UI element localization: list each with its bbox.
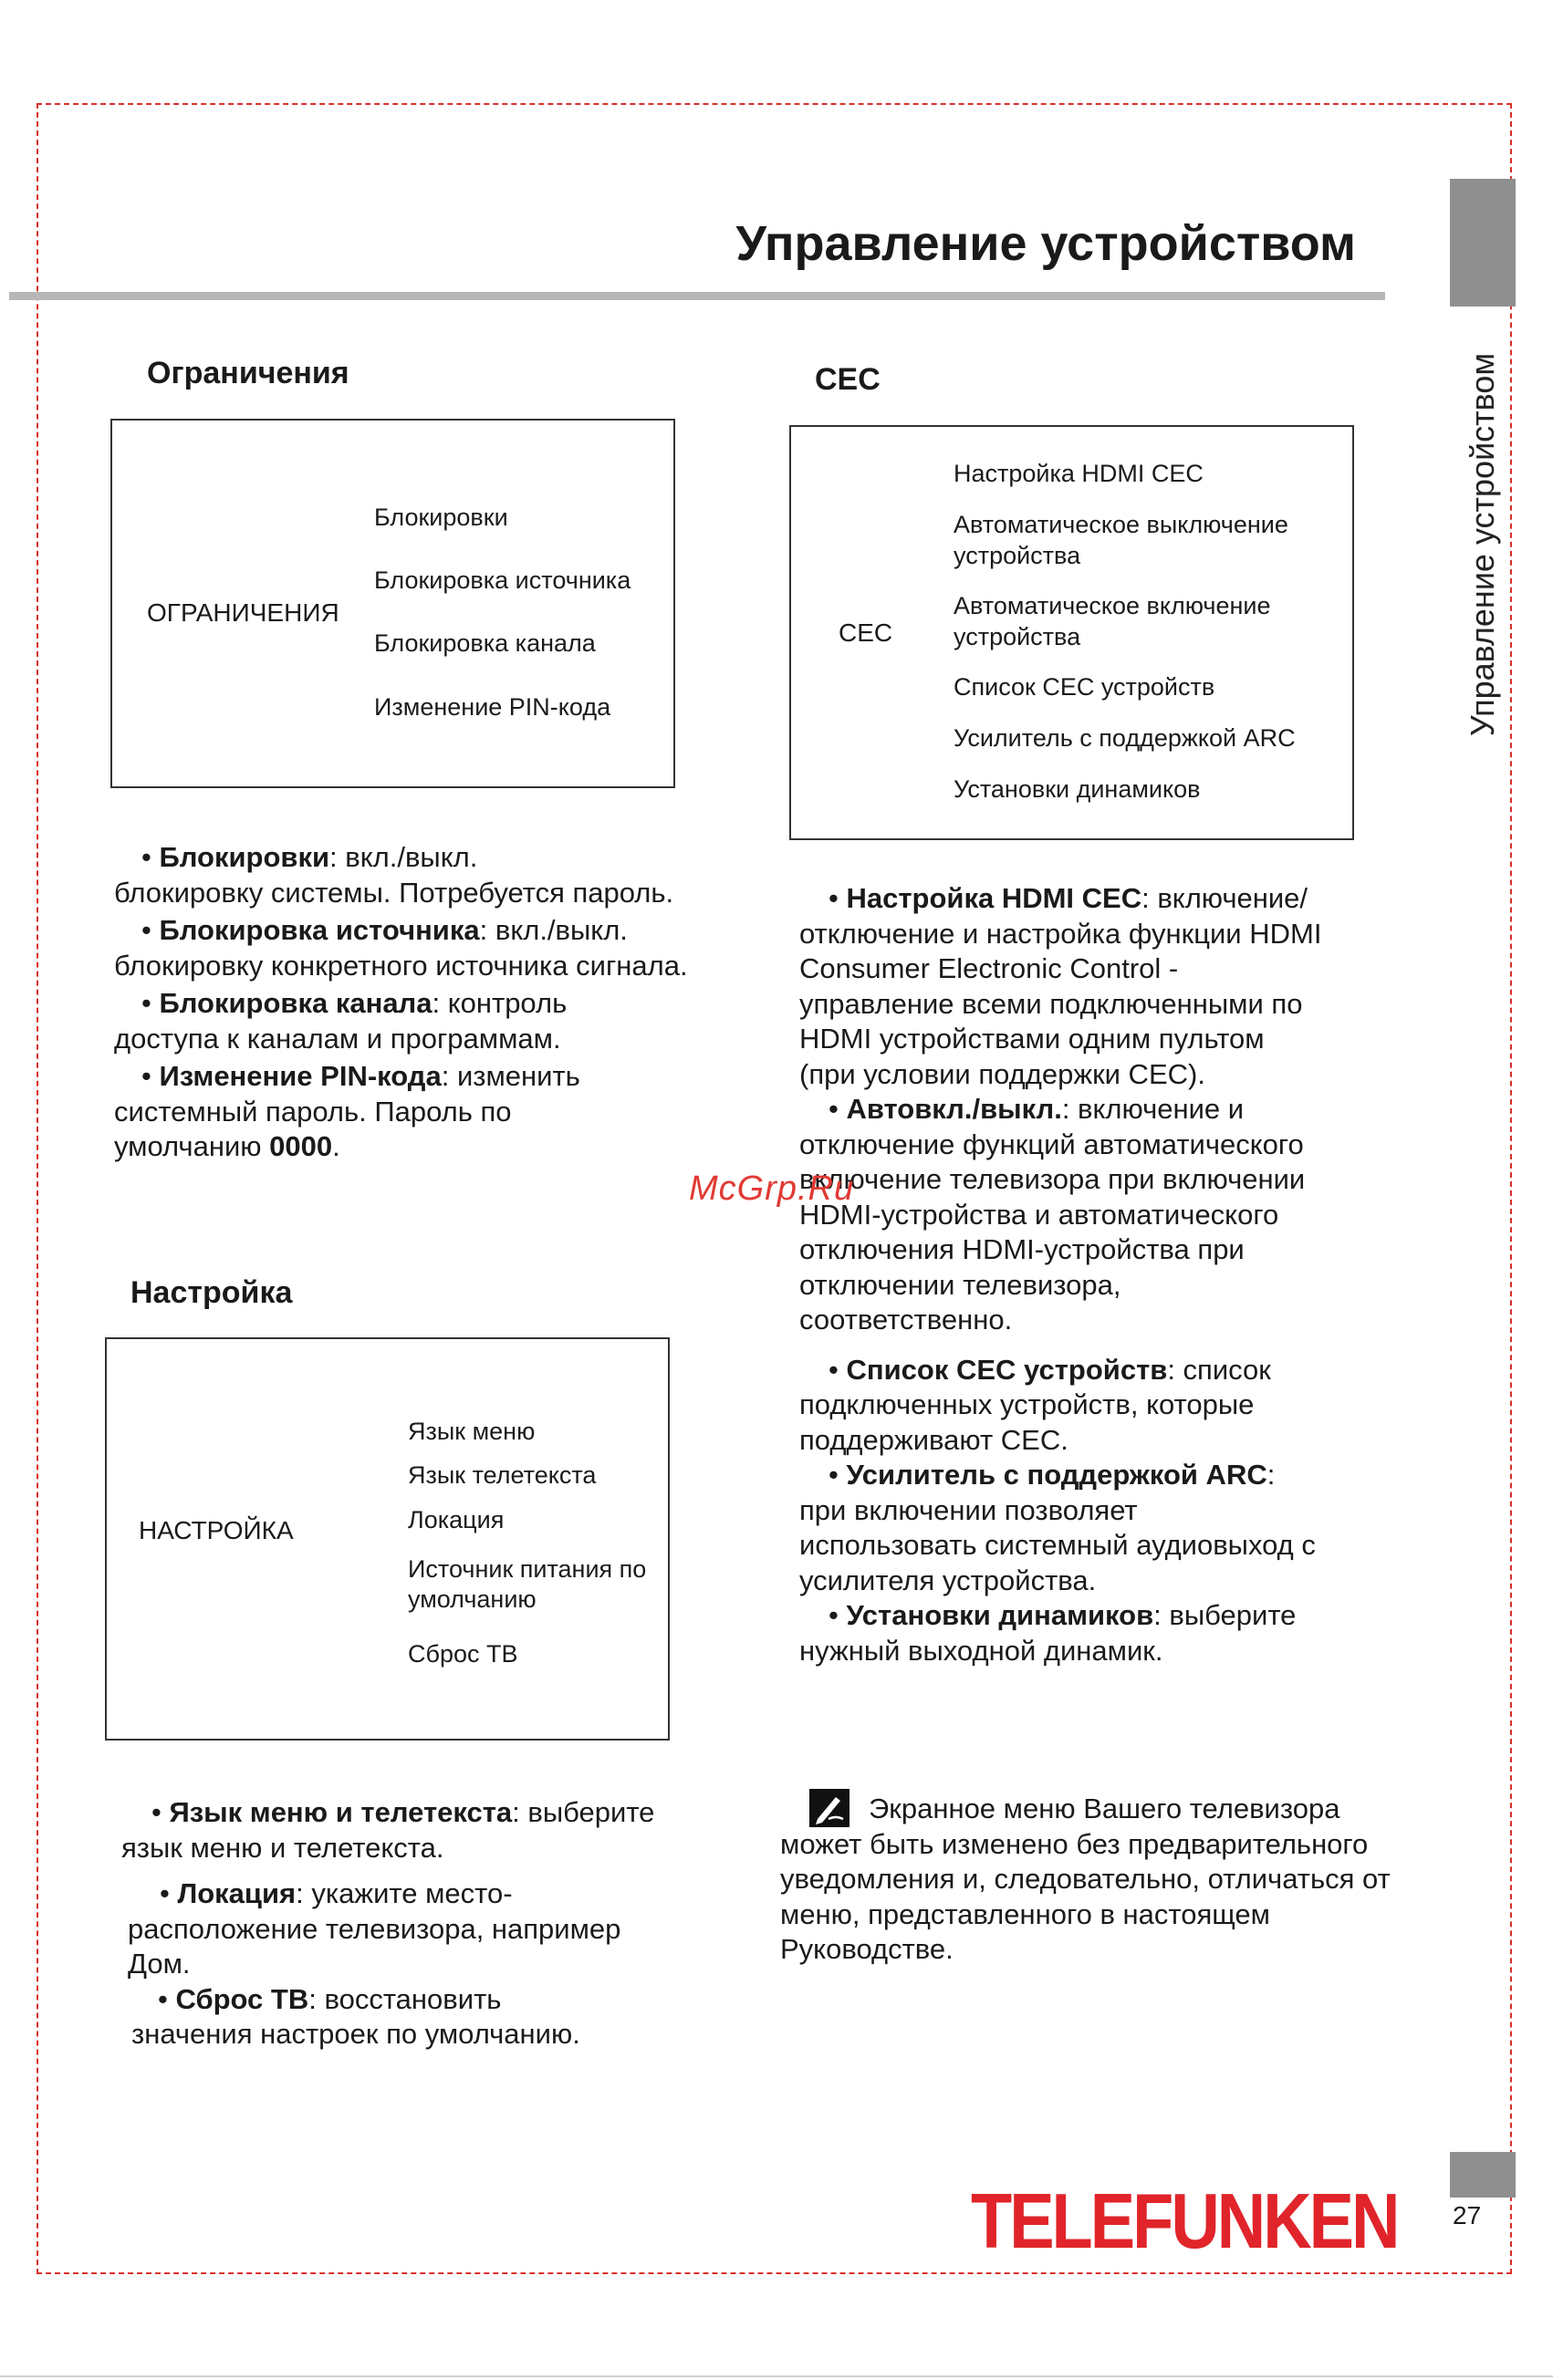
setup-description: • Язык меню и телетекста: выберите язык меню и телетекста. • Локация: укажите место- расположение телевизора, например Дом. • Сброс ТВ: восстановить значения настроек по умолчанию. (121, 1795, 760, 2053)
desc-text: . (332, 1130, 340, 1162)
bottom-edge-line (0, 2375, 1553, 2377)
term-languages: Язык меню и телетекста (169, 1796, 513, 1828)
cec-item-auto-off-cont: устройства (954, 542, 1081, 569)
note-text (780, 1792, 1437, 1968)
desc-line: отключения HDMI-устройства при (799, 1233, 1245, 1265)
setup-menu-box (105, 1337, 670, 1741)
term-source-lock: Блокировка источника (159, 914, 480, 946)
term-pin-change: Изменение PIN-кода (159, 1060, 442, 1092)
cec-item-speakers: Установки динамиков (954, 775, 1201, 803)
desc-text: : включение и (1061, 1093, 1245, 1125)
desc-text: : укажите место- (296, 1877, 513, 1909)
desc-line: системный пароль. Пароль по (114, 1095, 512, 1128)
desc-line: отключение функций автоматического (799, 1128, 1304, 1160)
desc-line: Consumer Electronic Control - (799, 952, 1179, 984)
desc-line: соответственно. (799, 1304, 1013, 1336)
desc-line: усилителя устройства. (799, 1564, 1097, 1596)
desc-line: язык меню и телетекста. (121, 1831, 444, 1864)
desc-text: : вкл./выкл. (329, 841, 478, 873)
desc-text: : (1266, 1459, 1276, 1491)
desc-line: (при условии поддержки CEC). (799, 1057, 1205, 1090)
side-title: Управление устройством (1464, 352, 1501, 737)
cec-item-device-list: Список CEC устройств (954, 673, 1215, 701)
desc-text: : контроль (432, 987, 568, 1019)
cec-item-auto-on: Автоматическое включение (954, 592, 1271, 619)
cec-item-auto-off: Автоматическое выключение (954, 511, 1288, 538)
term-location: Локация (177, 1877, 297, 1909)
setup-item-teletext-language: Язык телетекста (408, 1461, 597, 1489)
desc-line: блокировку системы. Потребуется пароль. (114, 876, 674, 909)
desc-line: подключенных устройств, которые (799, 1388, 1255, 1420)
note-line: Экранное меню Вашего телевизора (869, 1793, 1340, 1824)
restrictions-box-label: ОГРАНИЧЕНИЯ (147, 598, 339, 627)
page-title: Управление устройством (735, 216, 1356, 271)
desc-line: при включении позволяет (799, 1493, 1138, 1526)
cec-item-auto-on-cont: устройства (954, 623, 1081, 650)
header-rule (9, 292, 1385, 300)
term-speakers: Установки динамиков (846, 1599, 1154, 1631)
term-channel-lock: Блокировка канала (159, 987, 433, 1019)
restrictions-item-channel-lock: Блокировка канала (374, 629, 596, 657)
desc-text: : вкл./выкл. (479, 914, 628, 946)
desc-line: значения настроек по умолчанию. (131, 2018, 580, 2050)
desc-line: нужный выходной динамик. (799, 1634, 1163, 1667)
restrictions-heading: Ограничения (147, 356, 349, 390)
desc-text: : выберите (1153, 1599, 1297, 1631)
desc-line: расположение телевизора, например (128, 1912, 621, 1945)
desc-line: использовать системный аудиовыход с (799, 1529, 1316, 1561)
setup-heading: Настройка (130, 1275, 293, 1310)
setup-item-location: Локация (408, 1506, 505, 1533)
cec-menu-box (789, 425, 1354, 840)
setup-item-menu-language: Язык меню (408, 1418, 536, 1445)
term-arc-amplifier: Усилитель с поддержкой ARC (846, 1459, 1267, 1491)
desc-line: поддерживают CEC. (799, 1423, 1068, 1456)
desc-text: : восстановить (308, 1982, 502, 2015)
note-line: уведомления и, следовательно, отличаться от (780, 1863, 1391, 1895)
term-cec-device-list: Список CEC устройств (846, 1353, 1168, 1386)
desc-line: доступа к каналам и программам. (114, 1022, 561, 1055)
restrictions-item-pin-change: Изменение PIN-кода (374, 693, 611, 721)
desc-line: управление всеми подключенными по (799, 987, 1303, 1020)
note-line: может быть изменено без предварительного (780, 1827, 1369, 1860)
term-tv-reset: Сброс ТВ (175, 1982, 309, 2015)
desc-line: умолчанию (114, 1130, 270, 1162)
restrictions-description: • Блокировки: вкл./выкл. блокировку системы. Потребуется пароль. • Блокировка источника: вкл./выкл. блокировку конкретного источника сигнала. • Блокировка канала: контроль доступа к каналам и программам. • Изменение PIN-кода: изменить системный пароль. Пароль по умолчанию 0000. (114, 840, 753, 1165)
desc-text: : включение/ (1141, 882, 1308, 914)
desc-line: отключение и настройка функции HDMI (799, 917, 1322, 950)
desc-line: включение телевизора при включении (799, 1163, 1306, 1195)
side-tab-top (1450, 179, 1516, 307)
page-number: 27 (1453, 2201, 1482, 2229)
desc-line: Дом. (128, 1948, 191, 1980)
restrictions-menu-box (110, 419, 675, 788)
telefunken-logo: TELEFUNKEN (971, 2177, 1398, 2265)
setup-box-label: НАСТРОЙКА (139, 1516, 294, 1544)
watermark: McGrp.Ru (689, 1169, 855, 1208)
term-hdmi-cec: Настройка HDMI CEC (846, 882, 1142, 914)
cec-box-label: CEC (839, 618, 893, 647)
cec-heading: CEC (815, 362, 881, 397)
desc-line: отключении телевизора, (799, 1268, 1121, 1301)
setup-item-power-source: Источник питания по (408, 1555, 647, 1583)
restrictions-item-locks: Блокировки (374, 504, 508, 531)
desc-text: : изменить (441, 1060, 580, 1092)
restrictions-item-source-lock: Блокировка источника (374, 566, 631, 594)
cec-item-arc-amplifier: Усилитель с поддержкой ARC (954, 724, 1296, 752)
note-line: меню, представленного в настоящем (780, 1897, 1270, 1930)
note-line: Руководстве. (780, 1933, 954, 1965)
desc-text: : выберите (512, 1796, 655, 1828)
setup-item-power-source-cont: умолчанию (408, 1585, 537, 1613)
default-pin: 0000 (269, 1130, 333, 1162)
term-auto-on-off: Автовкл./выкл. (846, 1093, 1062, 1125)
cec-item-hdmi-cec: Настройка HDMI CEC (954, 460, 1204, 487)
cec-description: • Настройка HDMI CEC: включение/ отключение и настройка функции HDMI Consumer Electronic Control - управление всеми подключенными по HDMI устройствами одним пультом (при условии поддержки CEC). • Автовкл./выкл.: включение и отключение функций автоматического включение телевизора при включении HDMI-устройства и автоматического отключения HDMI-устройства при отключении телевизора, соответственно. • Список CEC устройств: список подключенных устройств, которые поддерживают CEC. • Усилитель с поддержкой ARC: при включении позволяет использовать системный аудиовыход с усилителя устройства. • Установки динамиков: выберите нужный выходной динамик. (799, 881, 1456, 1668)
desc-line: HDMI устройствами одним пультом (799, 1023, 1265, 1055)
desc-line: блокировку конкретного источника сигнала. (114, 949, 688, 982)
term-locks: Блокировки (159, 841, 330, 873)
desc-line: HDMI-устройства и автоматического (799, 1198, 1279, 1231)
setup-item-tv-reset: Сброс ТВ (408, 1640, 518, 1668)
desc-text: : список (1167, 1353, 1271, 1386)
side-tab-bottom (1450, 2152, 1516, 2198)
